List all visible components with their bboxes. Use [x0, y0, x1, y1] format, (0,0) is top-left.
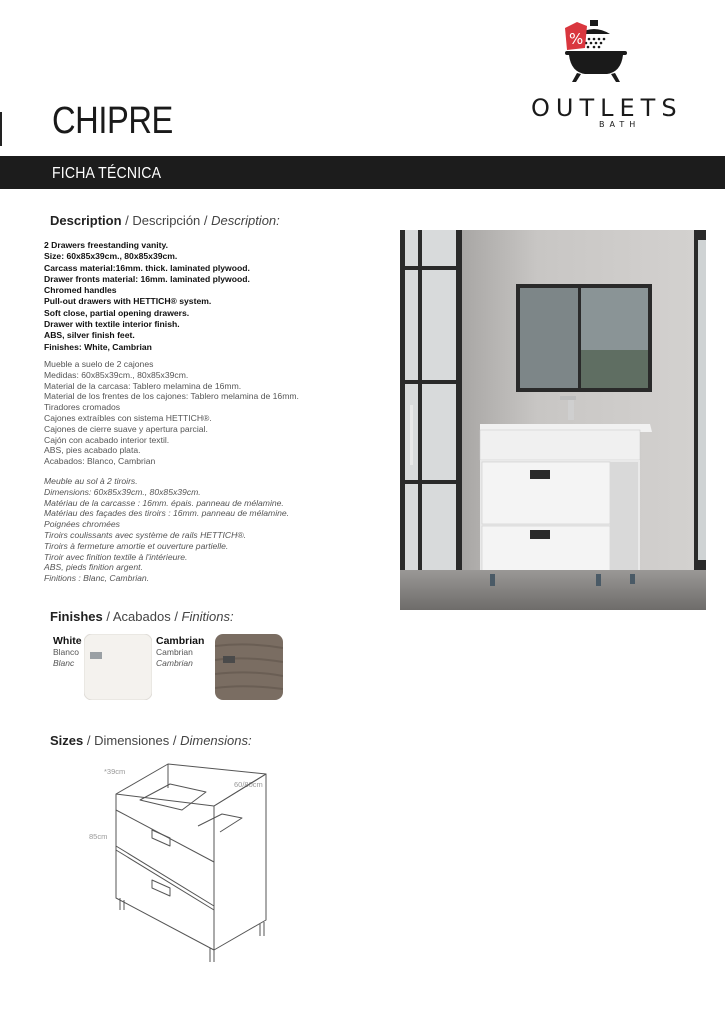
finishes-heading: Finishes / Acabados / Finitions:	[50, 609, 234, 624]
heading-es: Acabados	[112, 609, 171, 624]
desc-line: Cajón con acabado interior textil.	[44, 434, 170, 445]
description-spanish	[44, 359, 299, 467]
description-english	[44, 240, 250, 353]
desc-line: Soft close, partial opening drawers.	[44, 307, 190, 318]
heading-en: Sizes	[50, 733, 84, 748]
finish-name-fr: Cambrian	[156, 658, 193, 668]
finish-white	[53, 635, 82, 669]
heading-en: Finishes	[50, 609, 103, 624]
desc-line: Drawer with textile interior finish.	[44, 319, 180, 330]
desc-line: Dimensions: 60x85x39cm., 80x85x39cm.	[44, 486, 201, 497]
section-banner	[0, 156, 725, 189]
desc-line: Drawer fronts material: 16mm. laminated plywood.	[44, 273, 250, 284]
finish-cambrian	[156, 635, 204, 669]
finish-swatch-cambrian	[215, 634, 283, 700]
desc-line: Tiradores cromados	[44, 402, 121, 413]
description-heading: Description / Descripción / Description:	[50, 213, 280, 228]
logo-subtitle: BATH	[599, 120, 641, 129]
desc-line: Medidas: 60x85x39cm., 80x85x39cm.	[44, 369, 189, 380]
heading-fr: Dimensions:	[180, 733, 252, 748]
heading-es: Descripción	[132, 213, 201, 228]
desc-line: Tiroir avec finition textile à l'intérieure.	[44, 551, 188, 562]
desc-line: Chromed handles	[44, 285, 117, 296]
heading-es: Dimensiones	[94, 733, 170, 748]
finish-name: White	[53, 635, 82, 647]
desc-line: Carcass material:16mm. thick. laminated plywood.	[44, 262, 250, 273]
heading-en: Description	[50, 213, 122, 228]
desc-line: Finitions : Blanc, Cambrian.	[44, 573, 150, 584]
cabinet-dimension-drawing	[110, 758, 275, 968]
desc-line: Material de la carcasa: Tablero melamina de 16mm.	[44, 380, 242, 391]
desc-line: Tiroirs à fermeture amortie et ouverture partielle.	[44, 540, 229, 551]
desc-line: Pull-out drawers with HETTICH® system.	[44, 296, 212, 307]
description-french	[44, 476, 289, 584]
logo-wordmark: OUTLETS	[531, 94, 683, 122]
desc-line: Matériau de la carcasse : 16mm. épais. panneau de mélamine.	[44, 497, 284, 508]
desc-line: Poignées chromées	[44, 519, 120, 530]
desc-line: 2 Drawers freestanding vanity.	[44, 240, 169, 250]
desc-line: ABS, silver finish feet.	[44, 330, 135, 341]
finish-name: Cambrian	[156, 635, 205, 647]
desc-line: Meuble au sol à 2 tiroirs.	[44, 476, 138, 486]
heading-fr: Finitions:	[181, 609, 234, 624]
sizes-heading: Sizes / Dimensiones / Dimensions:	[50, 733, 252, 748]
desc-line: Cajones extraíbles con sistema HETTICH®.	[44, 412, 212, 423]
desc-line: Mueble a suelo de 2 cajones	[44, 359, 154, 369]
desc-line: Material de los frentes de los cajones: Tablero melamina de 16mm.	[44, 391, 299, 402]
banner-title: FICHA TÉCNICA	[52, 165, 162, 182]
product-title: CHIPRE	[52, 100, 173, 142]
width-label: 60/80cm	[234, 780, 263, 789]
badge-symbol: %	[569, 30, 584, 48]
finish-name-fr: Blanc	[53, 658, 75, 668]
desc-line: ABS, pieds finition argent.	[44, 562, 143, 573]
left-rule	[0, 112, 2, 146]
desc-line: Acabados: Blanco, Cambrian	[44, 456, 156, 467]
desc-line: Finishes: White, Cambrian	[44, 341, 152, 352]
product-photo	[400, 230, 706, 610]
desc-line: ABS, pies acabado plata.	[44, 445, 141, 456]
desc-line: Matériau des façades des tiroirs : 16mm. panneau de mélamine.	[44, 508, 290, 519]
desc-line: Cajones de cierre suave y apertura parcial.	[44, 423, 208, 434]
brand-logo	[505, 20, 683, 150]
desc-line: Tiroirs coulissants avec système de rails HETTICH®.	[44, 529, 247, 540]
depth-label: *39cm	[104, 767, 126, 776]
heading-fr: Description:	[211, 213, 280, 228]
finish-name-es: Cambrian	[156, 647, 193, 657]
height-label: 85cm	[89, 832, 108, 841]
desc-line: Size: 60x85x39cm., 80x85x39cm.	[44, 251, 178, 262]
finish-name-es: Blanco	[53, 647, 79, 657]
finish-swatch-white	[84, 634, 152, 700]
percent-badge-icon	[561, 20, 589, 52]
